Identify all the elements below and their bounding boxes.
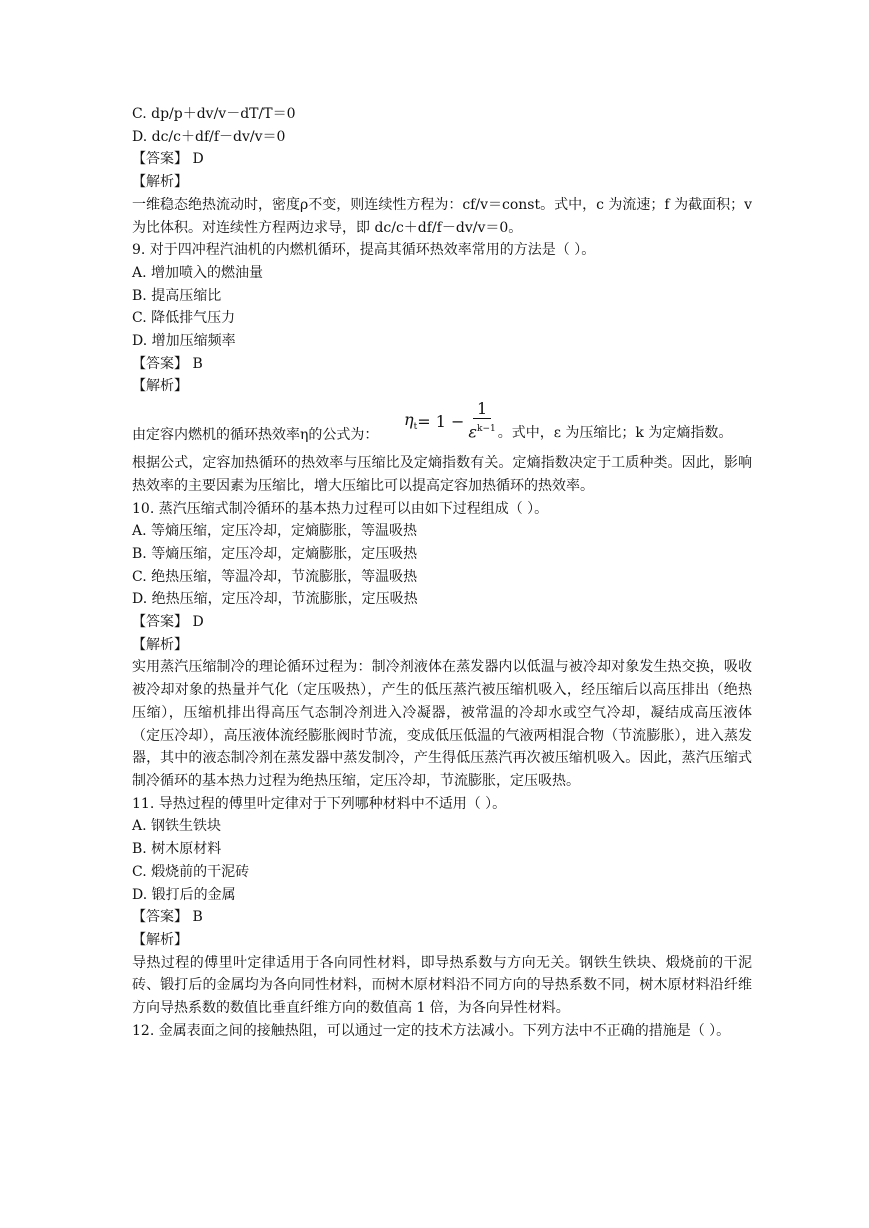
q11-question: 11. 导热过程的傅里叶定律对于下列哪种材料中不适用（ ）。 (132, 795, 507, 812)
q9-option-a: A. 增加喷入的燃油量 (132, 264, 264, 281)
prev-answer: 【答案】 D (132, 151, 204, 168)
formula-fraction (468, 400, 495, 442)
efficiency-formula (404, 400, 732, 442)
q11-option-a: A. 钢铁生铁块 (132, 818, 222, 835)
q11-option-c: C. 煅烧前的干泥砖 (132, 863, 250, 880)
q11-analysis-text: 导热过程的傅里叶定律适用于各向同性材料，即导热系数与方向无关。钢铁生铁块、煅烧前的干泥砖、锻打后的金属均为各向同性材料，而树木原材料沿不同方向的导热系数不同，树木原材料沿纤维方向导热系数的数值比垂直纤维方向的数值高 1 倍，为各向异性材料。 (132, 954, 752, 1017)
q10-option-d: D. 绝热压缩，定压冷却，节流膨胀，定压吸热 (132, 591, 418, 608)
q11-option-b: B. 树木原材料 (132, 841, 222, 858)
q9-option-d: D. 增加压缩频率 (132, 333, 236, 350)
document-page (132, 103, 752, 1042)
q9-answer: 【答案】 B (132, 355, 203, 372)
formula-mid: = 1 − (417, 411, 465, 431)
q9-option-c: C. 降低排气压力 (132, 310, 236, 327)
q9-option-b: B. 提高压缩比 (132, 287, 222, 304)
q10-answer: 【答案】 D (132, 614, 204, 631)
prev-analysis-text: 一维稳态绝热流动时，密度ρ不变，则连续性方程为：cf/v＝const。式中，c 为流速；f 为截面积；v 为比体积。对连续性方程两边求导，即 dc/c＋df/f－dv/v＝0。 (132, 196, 752, 236)
q11-answer: 【答案】 B (132, 909, 203, 926)
q9-analysis-text: 根据公式，定容加热循环的热效率与压缩比及定熵指数有关。定熵指数决定于工质种类。因此，影响热效率的主要因素为压缩比，增大压缩比可以提高定容加热循环的热效率。 (132, 455, 752, 494)
formula-numerator: 1 (473, 400, 491, 419)
q10-option-b: B. 等熵压缩，定压冷却，定熵膨胀，定压吸热 (132, 545, 418, 562)
prev-option-d: D. dc/c＋df/f－dv/v＝0 (132, 128, 286, 145)
prev-option-c: C. dp/p＋dv/v－dT/T＝0 (132, 106, 296, 122)
q10-question: 10. 蒸汽压缩式制冷循环的基本热力过程可以由如下过程组成（ ）。 (132, 500, 549, 517)
q9-formula-line (132, 400, 752, 446)
formula-denominator: $\varepsilon^{k-1}$ (468, 422, 496, 442)
q9-formula-prefix: 由定容内燃机的循环热效率η的公式为： (132, 427, 379, 444)
q9-analysis-label: 【解析】 (132, 378, 188, 395)
q9-formula-suffix: 。式中，ε 为压缩比；k 为定熵指数。 (497, 425, 733, 442)
prev-analysis-label: 【解析】 (132, 174, 188, 191)
q12-question: 12. 金属表面之间的接触热阻，可以通过一定的技术方法减小。下列方法中不正确的措施是（ ）。 (132, 1022, 731, 1039)
formula-lhs: $\eta_t$ (404, 410, 418, 433)
q10-option-c: C. 绝热压缩，等温冷却，节流膨胀，等温吸热 (132, 568, 418, 585)
q10-option-a: A. 等熵压缩，定压冷却，定熵膨胀，等温吸热 (132, 523, 418, 540)
q11-option-d: D. 锻打后的金属 (132, 886, 236, 903)
q9-question: 9. 对于四冲程汽油机的内燃机循环，提高其循环热效率常用的方法是（ ）。 (132, 242, 596, 259)
q10-analysis-label: 【解析】 (132, 636, 188, 653)
q11-analysis-label: 【解析】 (132, 931, 188, 948)
q10-analysis-text: 实用蒸汽压缩制冷的理论循环过程为：制冷剂液体在蒸发器内以低温与被冷却对象发生热交换，吸收被冷却对象的热量并气化（定压吸热），产生的低压蒸汽被压缩机吸入，经压缩后以高压排出（绝热压缩），压缩机排出得高压气态制冷剂进入冷凝器，被常温的冷却水或空气冷却，凝结成高压液体（定压冷却），高压液体流经膨胀阀时节流，变成低压低温的气液两相混合物（节流膨胀），进入蒸发器，其中的液态制冷剂在蒸发器中蒸发制冷，产生得低压蒸汽再次被压缩机吸入。因此，蒸汽压缩式制冷循环的基本热力过程为绝热压缩，定压冷却，节流膨胀，定压吸热。 (132, 659, 752, 789)
